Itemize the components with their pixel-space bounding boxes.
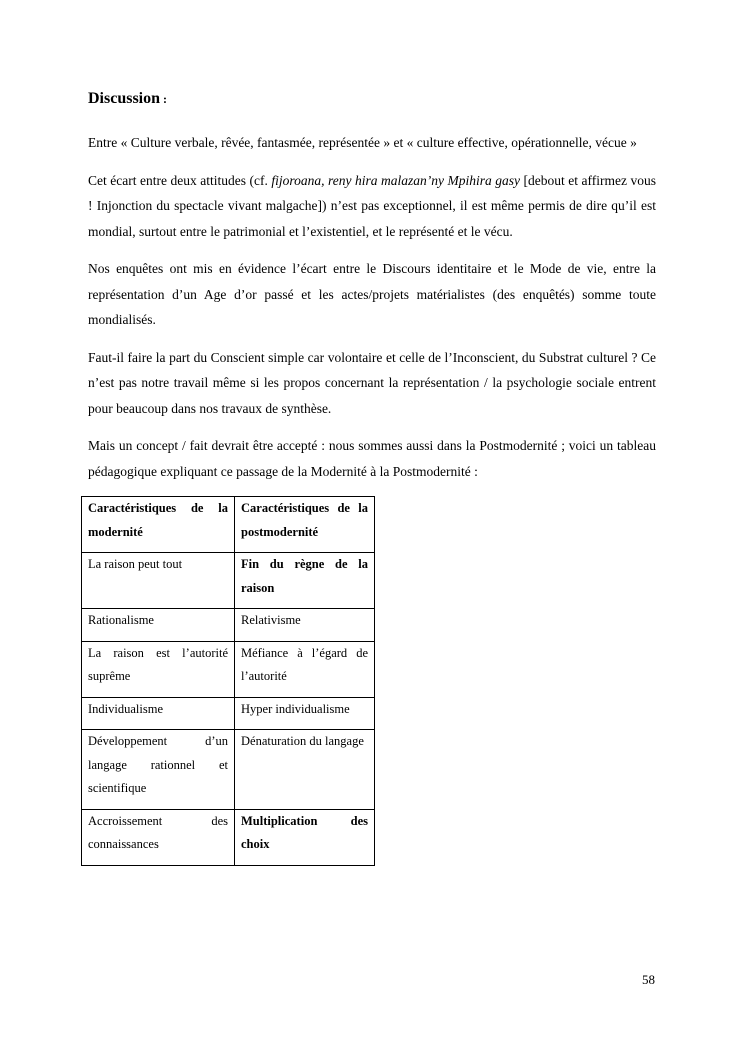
paragraph-postmodernite: Mais un concept / fait devrait être accepté : nous sommes aussi dans la Postmodernité ; voici un tableau pédagogique expliquant ce passage de la Modernité à la Postmodernité : bbox=[88, 438, 656, 479]
section-heading bbox=[88, 86, 656, 112]
table-header-modernite: Caractéristiques de la modernité bbox=[82, 497, 235, 553]
table-cell: Fin du règne de la raison bbox=[235, 553, 375, 609]
paragraph-conscient: Faut-il faire la part du Conscient simple car volontaire et celle de l’Inconscient, du Substrat culturel ? Ce n’est pas notre travail même si les propos concernant la représentation / la psychologie sociale entrent pour beaucoup dans nos travaux de synthèse. bbox=[88, 349, 656, 416]
document-body bbox=[88, 86, 656, 866]
paragraph-enquetes: Nos enquêtes ont mis en évidence l’écart entre le Discours identitaire et le Mode de vie, entre la représentation d’un Age d’or passé et les actes/projets matérialistes (des enquêtés) somme toute mondialisés. bbox=[88, 261, 656, 327]
paragraph-ecart bbox=[88, 168, 656, 245]
table-cell: Relativisme bbox=[235, 609, 375, 642]
malagasy-quote: fijoroana, reny hira malazan’ny Mpihira gasy bbox=[271, 172, 520, 188]
table-cell: La raison est l’autorité suprême bbox=[82, 641, 235, 697]
table-row bbox=[82, 641, 375, 697]
page-number: 58 bbox=[642, 972, 655, 987]
table-cell: La raison peut tout bbox=[82, 553, 235, 609]
modernity-postmodernity-table bbox=[81, 496, 375, 866]
paragraph-culture: Entre « Culture verbale, rêvée, fantasmée, représentée » et « culture effective, opérationnelle, vécue » bbox=[88, 135, 637, 150]
table-row bbox=[82, 553, 375, 609]
table-header-row bbox=[82, 497, 375, 553]
heading-suffix: : bbox=[160, 92, 168, 106]
table-cell: Multiplication des choix bbox=[235, 809, 375, 865]
table-cell: Individualisme bbox=[82, 697, 235, 730]
table-cell: Dénaturation du langage bbox=[235, 730, 375, 810]
paragraph-ecart-end: [debout et affirmez vous ! Injonction du spectacle vivant malgache]) n’est pas exceptionnel, il est même permis de dire qu’il est mondial, surtout entre le patrimonial et l’existentiel, et le représenté et le vécu. bbox=[88, 172, 656, 239]
heading-text: Discussion bbox=[88, 90, 161, 107]
table-cell: Hyper individualisme bbox=[235, 697, 375, 730]
table-row bbox=[82, 730, 375, 810]
paragraph-ecart-start: Cet écart entre deux attitudes (cf. bbox=[88, 172, 272, 188]
table-cell: Méfiance à l’égard de l’autorité bbox=[235, 641, 375, 697]
table-cell: Accroissement des connaissances bbox=[82, 809, 235, 865]
table-header-postmodernite: Caractéristiques de la postmodernité bbox=[235, 497, 375, 553]
table-row bbox=[82, 609, 375, 642]
table-row bbox=[82, 809, 375, 865]
table-cell: Rationalisme bbox=[82, 609, 235, 642]
table-row bbox=[82, 697, 375, 730]
table-cell: Développement d’un langage rationnel et scientifique bbox=[82, 730, 235, 810]
